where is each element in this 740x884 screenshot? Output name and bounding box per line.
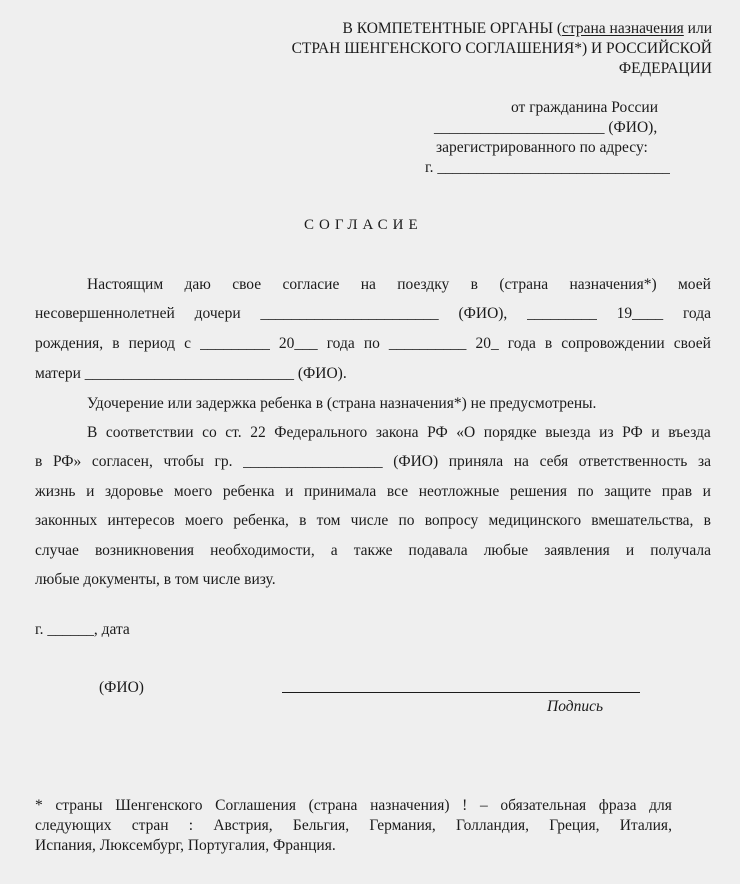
paragraph-3-line-4 <box>35 512 711 530</box>
word: (ФИО), <box>458 305 508 322</box>
word: и <box>651 424 660 441</box>
word: : <box>188 817 194 834</box>
word: __________________ <box>243 453 383 470</box>
word: закона <box>375 424 419 441</box>
word: года <box>682 305 711 322</box>
word: моей <box>678 276 711 293</box>
word: страны <box>55 797 103 814</box>
word: со <box>202 424 217 441</box>
word: согласие <box>282 276 340 293</box>
word: чтобы <box>163 453 204 470</box>
header-line-1 <box>343 20 712 38</box>
word: и <box>625 542 635 559</box>
word: Шенгенского <box>115 797 203 814</box>
word: заявления <box>544 542 610 559</box>
word: Германия, <box>369 817 436 834</box>
word: решения <box>509 483 567 500</box>
paragraph-1-line-3 <box>35 335 711 353</box>
word: фраза <box>598 797 637 814</box>
word: ! <box>462 797 468 814</box>
sender-line-2: ______________________ (ФИО), <box>434 119 658 136</box>
word: подавала <box>408 542 468 559</box>
word: а <box>330 542 338 559</box>
word: сопровождении <box>561 335 665 352</box>
word: (страна <box>308 797 358 814</box>
word: ребенка, <box>233 512 289 529</box>
paragraph-1-line-2 <box>35 305 711 323</box>
word: 20___ <box>278 335 318 352</box>
word: любые <box>483 542 529 559</box>
word: В <box>87 424 98 441</box>
signature-line <box>282 692 640 693</box>
word: несовершеннолетней <box>35 305 175 322</box>
word: и <box>285 483 294 500</box>
word: Бельгия, <box>292 817 350 834</box>
word: защите <box>604 483 652 500</box>
word: следующих <box>35 817 112 834</box>
word: своей <box>673 335 711 352</box>
header-text: или <box>683 20 712 37</box>
word: РФ <box>427 424 448 441</box>
word: по <box>398 512 415 529</box>
word: все <box>386 483 409 500</box>
footnote-line-3: Испания, Люксембург, Португалия, Франция. <box>35 837 336 854</box>
fio-label: (ФИО) <box>99 679 144 696</box>
word: и <box>702 483 711 500</box>
word: моего <box>184 512 224 529</box>
word: медицинского <box>488 512 582 529</box>
word: «О <box>456 424 476 441</box>
word: Соглашения <box>215 797 296 814</box>
word: 19____ <box>616 305 664 322</box>
header-destination-country: страна назначения <box>562 20 684 37</box>
word: и <box>86 483 95 500</box>
word: обязательная <box>500 797 587 814</box>
word: по <box>577 483 594 500</box>
word: Федерального <box>274 424 368 441</box>
word: – <box>479 797 488 814</box>
word: (ФИО) <box>393 453 439 470</box>
header-line-2: СТРАН ШЕНГЕНСКОГО СОГЛАШЕНИЯ*) И РОССИЙСКОЙ <box>291 40 712 57</box>
word: 22 <box>250 424 266 441</box>
header-line-3: ФЕДЕРАЦИИ <box>618 60 712 77</box>
word: прав <box>661 483 693 500</box>
word: _________ <box>200 335 270 352</box>
document-title: СОГЛАСИЕ <box>304 217 423 233</box>
header-text: В КОМПЕТЕНТНЫЕ ОРГАНЫ ( <box>342 20 563 37</box>
paragraph-1-line-1 <box>87 276 711 294</box>
word: 20_ <box>475 335 499 352</box>
word: Италия, <box>619 817 672 834</box>
word: неотложные <box>418 483 500 500</box>
place-date: г. ______, дата <box>35 621 130 638</box>
word: вмешательства, <box>591 512 694 529</box>
sender-line-1: от гражданина России <box>511 99 659 116</box>
word: согласен, <box>91 453 153 470</box>
word: здоровье <box>105 483 164 500</box>
word: в <box>470 276 478 293</box>
word: даю <box>184 276 211 293</box>
paragraph-3-line-1 <box>87 424 711 442</box>
word: из <box>599 424 614 441</box>
word: Австрия, <box>213 817 273 834</box>
word: законных <box>35 512 98 529</box>
word: _________ <box>527 305 597 322</box>
word: за <box>697 453 711 470</box>
word: на <box>360 276 376 293</box>
word: период <box>128 335 176 352</box>
word: приняла <box>448 453 504 470</box>
word: ребенка <box>222 483 275 500</box>
word: интересов <box>107 512 175 529</box>
word: принимала <box>304 483 377 500</box>
word: ответственность <box>578 453 688 470</box>
word: въезда <box>668 424 711 441</box>
word: Греция, <box>549 817 600 834</box>
word: себя <box>539 453 569 470</box>
word: по <box>363 335 380 352</box>
paragraph-3-line-2 <box>35 453 711 471</box>
sender-line-4: г. ______________________________ <box>425 159 670 176</box>
word: на <box>513 453 529 470</box>
footnote-line-2 <box>35 817 672 835</box>
paragraph-3-line-3 <box>35 483 711 501</box>
footnote-line-1 <box>35 797 672 815</box>
word: гр. <box>214 453 233 470</box>
word: поездку <box>397 276 450 293</box>
word: РФ» <box>52 453 82 470</box>
word: Настоящим <box>87 276 164 293</box>
word: выезда <box>545 424 591 441</box>
paragraph-1-line-4: матери ___________________________ (ФИО). <box>35 365 347 382</box>
word: том <box>316 512 341 529</box>
word: в <box>112 335 120 352</box>
word: дочери <box>194 305 241 322</box>
paragraph-3-line-6: любые документы, в том числе визу. <box>35 571 276 588</box>
signature-label: Подпись <box>547 698 604 715</box>
word: Голландия, <box>456 817 530 834</box>
paragraph-3-line-5 <box>35 542 711 560</box>
word: рождения, <box>35 335 104 352</box>
word: порядке <box>483 424 537 441</box>
word: (страна <box>499 276 549 293</box>
word: назначения*) <box>569 276 657 293</box>
word: возникновения <box>94 542 195 559</box>
word: стран <box>131 817 169 834</box>
word: также <box>353 542 393 559</box>
word: __________ <box>388 335 467 352</box>
word: * <box>35 797 43 814</box>
word: случае <box>35 542 79 559</box>
word: необходимости, <box>210 542 315 559</box>
paragraph-2: Удочерение или задержка ребенка в (страна назначения*) не предусмотрены. <box>87 395 597 412</box>
word: свое <box>232 276 262 293</box>
word: в <box>35 453 43 470</box>
word: в <box>703 512 711 529</box>
word: с <box>184 335 192 352</box>
word: РФ <box>622 424 643 441</box>
word: для <box>649 797 672 814</box>
word: года <box>507 335 536 352</box>
word: жизнь <box>35 483 76 500</box>
word: в <box>544 335 553 352</box>
sender-line-3: зарегистрированного по адресу: <box>436 139 648 156</box>
word: в <box>299 512 307 529</box>
word: соответствии <box>105 424 194 441</box>
word: ст. <box>225 424 242 441</box>
word: получала <box>650 542 711 559</box>
word: моего <box>173 483 213 500</box>
word: года <box>326 335 355 352</box>
word: _______________________ <box>260 305 439 322</box>
word: числе <box>350 512 389 529</box>
word: вопросу <box>424 512 479 529</box>
word: назначения) <box>370 797 450 814</box>
